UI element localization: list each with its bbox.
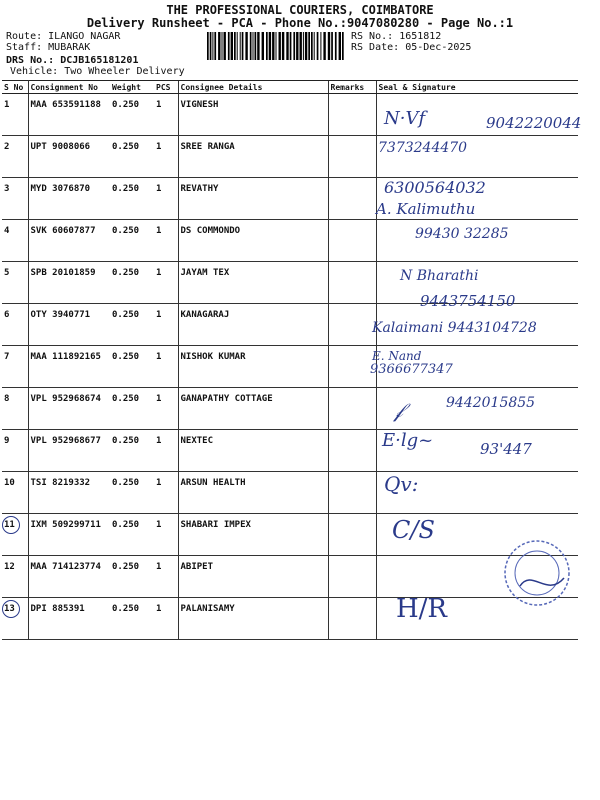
barcode-bar (305, 32, 307, 60)
row-consignee: ABIPET (178, 556, 328, 598)
barcode-bar (276, 32, 277, 60)
row-weight: 0.250 (110, 220, 154, 262)
row-sno: 11 (2, 514, 28, 556)
row-weight: 0.250 (110, 556, 154, 598)
handwriting-8: Kalaimani 9443104728 (372, 320, 537, 336)
barcode-bar (282, 32, 284, 60)
handwriting-10: 9366677347 (370, 362, 453, 377)
row-sno: 5 (2, 262, 28, 304)
barcode-bar (214, 32, 216, 60)
barcode-bar (212, 32, 213, 60)
table-row (2, 346, 578, 388)
row-pcs: 1 (154, 556, 178, 598)
barcode-bar (320, 32, 321, 60)
barcode-bar (342, 32, 344, 60)
row-weight: 0.250 (110, 514, 154, 556)
row-weight: 0.250 (110, 304, 154, 346)
handwriting-2: 7373244470 (378, 140, 468, 156)
barcode-bar (245, 32, 247, 60)
table-row (2, 598, 578, 640)
row-remarks (328, 598, 376, 640)
barcode-bar (339, 32, 341, 60)
barcode-bar (279, 32, 281, 60)
barcode-bar (317, 32, 319, 60)
handwriting-1: 9042220044 (486, 114, 582, 132)
table-row (2, 178, 578, 220)
barcode-bar (250, 32, 252, 60)
barcode-bar (331, 32, 333, 60)
row-remarks (328, 178, 376, 220)
table-row (2, 136, 578, 178)
barcode-bar (222, 32, 223, 60)
handwriting-7: 9443754150 (420, 292, 516, 310)
barcode-bar (210, 32, 212, 60)
row-pcs: 1 (154, 430, 178, 472)
signature-scribble-9: E·lg~ (382, 430, 434, 451)
table-header-row (2, 81, 578, 94)
signature-scribble-10: Qv: (384, 472, 419, 496)
row-consignment-no: MYD 3076870 (28, 178, 110, 220)
barcode-bar (231, 32, 233, 60)
vehicle-line (10, 66, 185, 77)
row-remarks (328, 94, 376, 136)
row-consignee: JAYAM TEX (178, 262, 328, 304)
signature-scribble-8: 𝒻 (394, 398, 403, 422)
rs-date-label: RS Date: (351, 42, 400, 53)
staff-label: Staff: (6, 42, 43, 53)
row-pcs: 1 (154, 346, 178, 388)
row-pcs: 1 (154, 178, 178, 220)
row-weight: 0.250 (110, 346, 154, 388)
handwriting-3: 6300564032 (384, 178, 486, 197)
row-weight: 0.250 (110, 598, 154, 640)
row-consignee: DS COMMONDO (178, 220, 328, 262)
row-pcs: 1 (154, 598, 178, 640)
row-consignment-no: UPT 9008066 (28, 136, 110, 178)
barcode-bar (253, 32, 254, 60)
barcode-bar (272, 32, 274, 60)
row-weight: 0.250 (110, 136, 154, 178)
row-consignee: NISHOK KUMAR (178, 346, 328, 388)
col-weight: Weight (110, 81, 154, 94)
row-remarks (328, 556, 376, 598)
row-consignee: VIGNESH (178, 94, 328, 136)
drs-value: DCJB165181201 (60, 55, 139, 66)
barcode-bar (296, 32, 298, 60)
row-consignment-no: MAA 111892165 (28, 346, 110, 388)
vehicle-value: Two Wheeler Delivery (64, 66, 185, 77)
barcode-bar (328, 32, 330, 60)
handwriting-4: A. Kalimuthu (376, 200, 476, 218)
handwriting-12: 93'447 (480, 440, 532, 458)
row-pcs: 1 (154, 94, 178, 136)
row-consignment-no: VPL 952968677 (28, 430, 110, 472)
row-consignee: GANAPATHY COTTAGE (178, 388, 328, 430)
col-pcs: PCS (154, 81, 178, 94)
row-remarks (328, 304, 376, 346)
row-consignment-no: VPL 952968674 (28, 388, 110, 430)
barcode-bar (308, 32, 310, 60)
route-line (6, 31, 120, 42)
row-pcs: 1 (154, 262, 178, 304)
runsheet-subtitle: Delivery Runsheet - PCA - Phone No.:9047080280 - Page No.:1 (86, 16, 514, 30)
row-weight: 0.250 (110, 262, 154, 304)
row-sno: 12 (2, 556, 28, 598)
row-pcs: 1 (154, 304, 178, 346)
barcode-bar (262, 32, 264, 60)
row-pcs: 1 (154, 514, 178, 556)
row-remarks (328, 262, 376, 304)
barcode-bar (300, 32, 302, 60)
row-consignment-no: MAA 653591188 (28, 94, 110, 136)
circle-mark (2, 516, 20, 534)
route-value: ILANGO NAGAR (48, 31, 121, 42)
row-consignee: ARSUN HEALTH (178, 472, 328, 514)
barcode-bar (228, 32, 230, 60)
row-weight: 0.250 (110, 178, 154, 220)
barcode-bar (323, 32, 325, 60)
seal-stamp (502, 538, 572, 608)
row-sno: 10 (2, 472, 28, 514)
row-sno: 1 (2, 94, 28, 136)
row-pcs: 1 (154, 388, 178, 430)
table-row (2, 472, 578, 514)
row-sno: 6 (2, 304, 28, 346)
rs-no-line (351, 31, 441, 42)
handwriting-5: 99430 32285 (415, 226, 509, 242)
row-consignment-no: DPI 885391 (28, 598, 110, 640)
barcode-bar (234, 32, 236, 60)
row-remarks (328, 346, 376, 388)
barcode-bar (207, 32, 209, 60)
handwriting-9: E. Nand (372, 349, 422, 363)
row-consignment-no: SPB 20101859 (28, 262, 110, 304)
row-sno: 2 (2, 136, 28, 178)
row-weight: 0.250 (110, 472, 154, 514)
barcode-bar (266, 32, 268, 60)
barcode-bar (224, 32, 226, 60)
vehicle-label: Vehicle: (10, 66, 59, 77)
barcode-bar (290, 32, 292, 60)
route-label: Route: (6, 31, 43, 42)
row-weight: 0.250 (110, 388, 154, 430)
barcode-bar (257, 32, 259, 60)
row-consignee: NEXTEC (178, 430, 328, 472)
signature-scribble-1: N·Vf (384, 108, 426, 129)
row-sno: 13 (2, 598, 28, 640)
row-consignee: REVATHY (178, 178, 328, 220)
barcode (207, 32, 347, 60)
handwriting-6: N Bharathi (400, 268, 479, 284)
row-remarks (328, 430, 376, 472)
row-sno: 7 (2, 346, 28, 388)
col-remarks: Remarks (328, 81, 376, 94)
barcode-bar (314, 32, 315, 60)
company-title: THE PROFESSIONAL COURIERS, COIMBATORE (166, 3, 434, 17)
barcode-bar (242, 32, 244, 60)
row-consignee: SHABARI IMPEX (178, 514, 328, 556)
handwriting-13: C/S (392, 516, 435, 544)
row-remarks (328, 136, 376, 178)
drs-label: DRS No.: (6, 55, 55, 66)
row-remarks (328, 388, 376, 430)
row-pcs: 1 (154, 472, 178, 514)
barcode-bar (218, 32, 220, 60)
barcode-bar (286, 32, 288, 60)
row-weight: 0.250 (110, 94, 154, 136)
row-sno: 4 (2, 220, 28, 262)
row-remarks (328, 472, 376, 514)
handwriting-14: H/R (396, 594, 448, 624)
row-consignee: PALANISAMY (178, 598, 328, 640)
barcode-bar (269, 32, 271, 60)
barcode-bar (237, 32, 238, 60)
barcode-bar (240, 32, 241, 60)
row-pcs: 1 (154, 220, 178, 262)
rs-date-line (351, 42, 471, 53)
barcode-bar (303, 32, 304, 60)
row-remarks (328, 514, 376, 556)
staff-value: MUBARAK (48, 42, 91, 53)
row-consignee: KANAGARAJ (178, 304, 328, 346)
drs-line (6, 55, 138, 66)
circle-mark (2, 600, 20, 618)
rs-date-value: 05-Dec-2025 (405, 42, 472, 53)
barcode-bar (335, 32, 337, 60)
row-sno: 8 (2, 388, 28, 430)
rs-no-label: RS No.: (351, 31, 394, 42)
row-weight: 0.250 (110, 430, 154, 472)
handwriting-11: 9442015855 (446, 395, 536, 411)
row-consignment-no: OTY 3940771 (28, 304, 110, 346)
row-sno: 3 (2, 178, 28, 220)
row-sno: 9 (2, 430, 28, 472)
table-row (2, 514, 578, 556)
row-consignee: SREE RANGA (178, 136, 328, 178)
barcode-bar (311, 32, 313, 60)
col-consignment: Consignment No (28, 81, 110, 94)
col-sno: S No (2, 81, 28, 94)
row-consignment-no: MAA 714123774 (28, 556, 110, 598)
col-signature: Seal & Signature (376, 81, 578, 94)
rs-no-value: 1651812 (399, 31, 442, 42)
row-consignment-no: SVK 60607877 (28, 220, 110, 262)
barcode-bar (255, 32, 257, 60)
table-row (2, 556, 578, 598)
barcode-bar (293, 32, 295, 60)
runsheet-table (2, 80, 578, 640)
row-consignment-no: IXM 509299711 (28, 514, 110, 556)
row-remarks (328, 220, 376, 262)
col-consignee: Consignee Details (178, 81, 328, 94)
row-pcs: 1 (154, 136, 178, 178)
row-consignment-no: TSI 8219332 (28, 472, 110, 514)
staff-line (6, 42, 90, 53)
